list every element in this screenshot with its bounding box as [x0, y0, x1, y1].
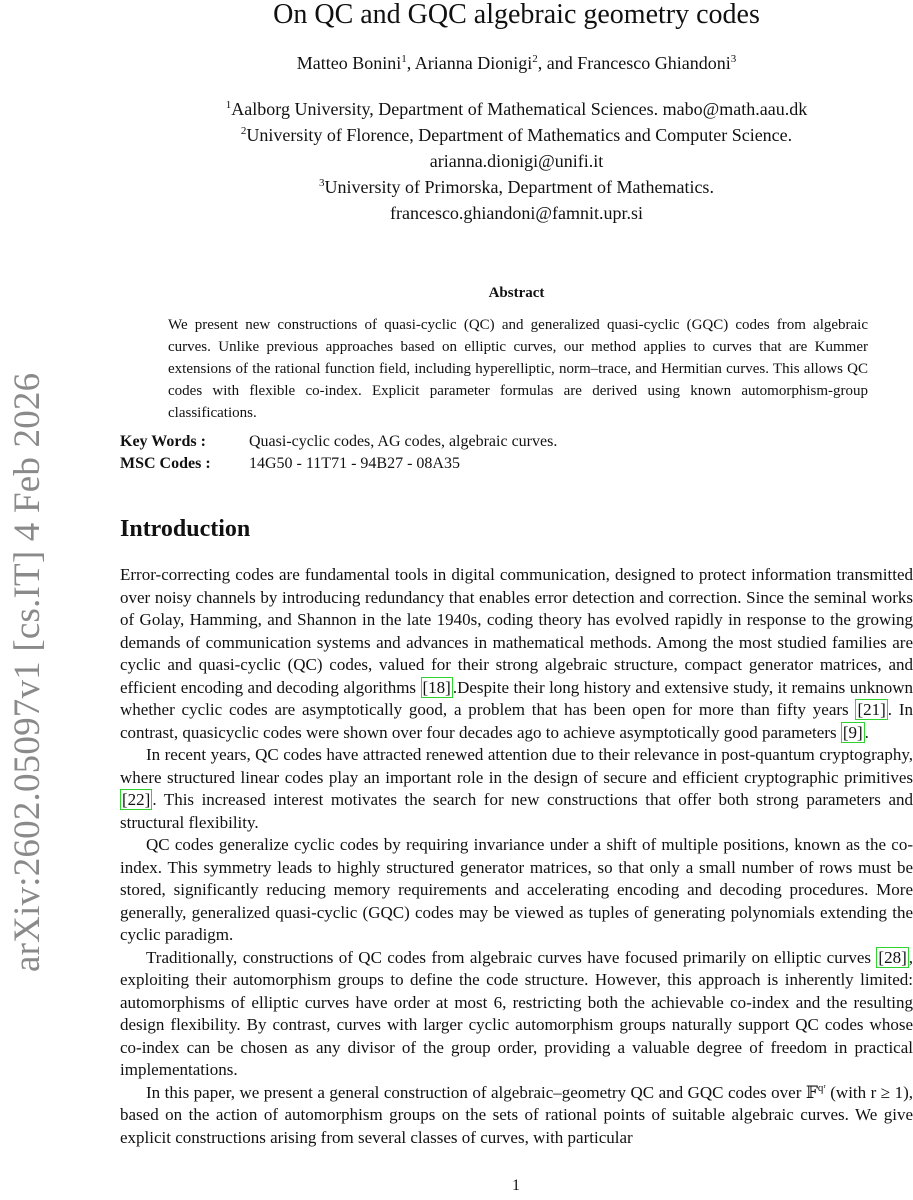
abstract-heading: Abstract: [488, 285, 545, 301]
author-name: Matteo Bonini: [296, 53, 402, 73]
keywords: [120, 431, 557, 453]
author-mark: 2: [532, 53, 538, 65]
abstract-text: We present new constructions of quasi-cyclic (QC) and generalized quasi-cyclic (GQC) codes from algebraic curves. Unlike previous approaches based on elliptic curves, our method applies to curves that are Kummer extensions of the rational function field, including hyperelliptic, norm–trace, and Hermitian curves. This allows QC codes with flexible co-index. Explicit parameter formulas are derived using known automorphism-group classifications.: [168, 317, 868, 421]
body-text: [120, 564, 913, 1149]
affiliation-2-email: arianna.dionigi@unifi.it: [429, 151, 604, 171]
citation-link[interactable]: [21]: [857, 700, 886, 719]
paragraph: Traditionally, constructions of QC codes from algebraic curves have focused primarily on elliptic curves [28] , exploiting their automorphism groups to define the code structure. However, this approach is inherently limited: automorphisms of elliptic curves have order at most 6, restricting both the achievable co-index and the resulting design flexibility. By contrast, curves with larger cyclic automorphism groups naturally support QC codes whose co-index can be chosen as any divisor of the group order, providing a valuable degree of freedom in practical implementations.: [120, 947, 913, 1079]
citation-link[interactable]: [22]: [122, 790, 151, 809]
affiliation-1: $^1$Aalborg University, Department of Mathematical Sciences. mabo@math.aau.dk: [225, 99, 808, 119]
msc-codes: [120, 453, 460, 475]
keywords-value: Quasi-cyclic codes, AG codes, algebraic curves.: [249, 433, 558, 450]
affiliation-2: $^2$University of Florence, Department of Mathematics and Computer Science.: [240, 125, 793, 145]
citation-link[interactable]: [9]: [842, 722, 863, 742]
author-mark: 3: [730, 53, 737, 65]
affiliations: [120, 96, 913, 226]
affiliation-3: $^3$University of Primorska, Department of Mathematics.: [319, 177, 714, 197]
paragraph: QC codes generalize cyclic codes by requiring invariance under a shift of multiple positions, known as the co-index. This symmetry leads to highly structured generator matrices, so that only a small number of rows must be stored, significantly reducing memory requirements and accelerating encoding and decoding procedures. More generally, generalized quasi-cyclic (GQC) codes may be viewed as tuples of generating polynomials extending the cyclic paradigm.: [120, 835, 913, 944]
author-name: Arianna Dionigi: [414, 53, 533, 73]
author-mark: 1: [401, 53, 407, 65]
paragraph: In recent years, QC codes have attracted renewed attention due to their relevance in post-quantum cryptography, where structured linear codes play an important role in the design of secure and efficient cryptographic primitives [22] . This increased interest motivates the search for new constructions that offer both strong parameters and structural flexibility.: [120, 745, 913, 832]
paper-title: On QC and GQC algebraic geometry codes: [273, 0, 760, 30]
arxiv-stamp: arXiv:2602.05097v1 [cs.IT] 4 Feb 2026: [7, 372, 48, 972]
paragraph: In this paper, we present a general construction of algebraic–geometry QC and GQC codes over 𝔽$^{qʳ}$ (with r ≥ 1), based on the action of automorphism groups on the sets of rational points of suitable algebraic curves. We give explicit constructions arising from several classes of curves, with particular: [120, 1081, 913, 1147]
msc-label: MSC Codes :: [120, 455, 211, 472]
msc-value: 14G50 - 11T71 - 94B27 - 08A35: [249, 455, 460, 472]
keywords-label: Key Words :: [120, 433, 206, 450]
citation-link[interactable]: [28]: [878, 947, 907, 967]
author-list: Matteo Bonini$^1$, Arianna Dionigi$^2$, and Francesco Ghiandoni$^3$: [296, 53, 737, 73]
author-name: Francesco Ghiandoni: [577, 53, 731, 73]
page-number: 1: [512, 1177, 520, 1194]
affiliation-3-email: francesco.ghiandoni@famnit.upr.si: [389, 203, 643, 223]
citation-link[interactable]: [18]: [422, 677, 451, 697]
paragraph: Error-correcting codes are fundamental tools in digital communication, designed to protect information transmitted over noisy channels by introducing redundancy that enables error detection and correction. Since the seminal works of Golay, Hamming, and Shannon in the late 1940s, coding theory has evolved rapidly in response to the growing demands of communication systems and advances in mathematical methods. Among the most studied families are cyclic and quasi-cyclic (QC) codes, valued for their strong algebraic structure, compact generator matrices, and efficient encoding and decoding algorithms [18] .Despite their long history and extensive study, it remains unknown whether cyclic codes are asymptotically good, a problem that has been open for more than fifty years [21] . In contrast, quasicyclic codes were shown over four decades ago to achieve asymptotically good parameters [9] .: [120, 565, 913, 742]
section-title: Introduction: [120, 516, 251, 542]
